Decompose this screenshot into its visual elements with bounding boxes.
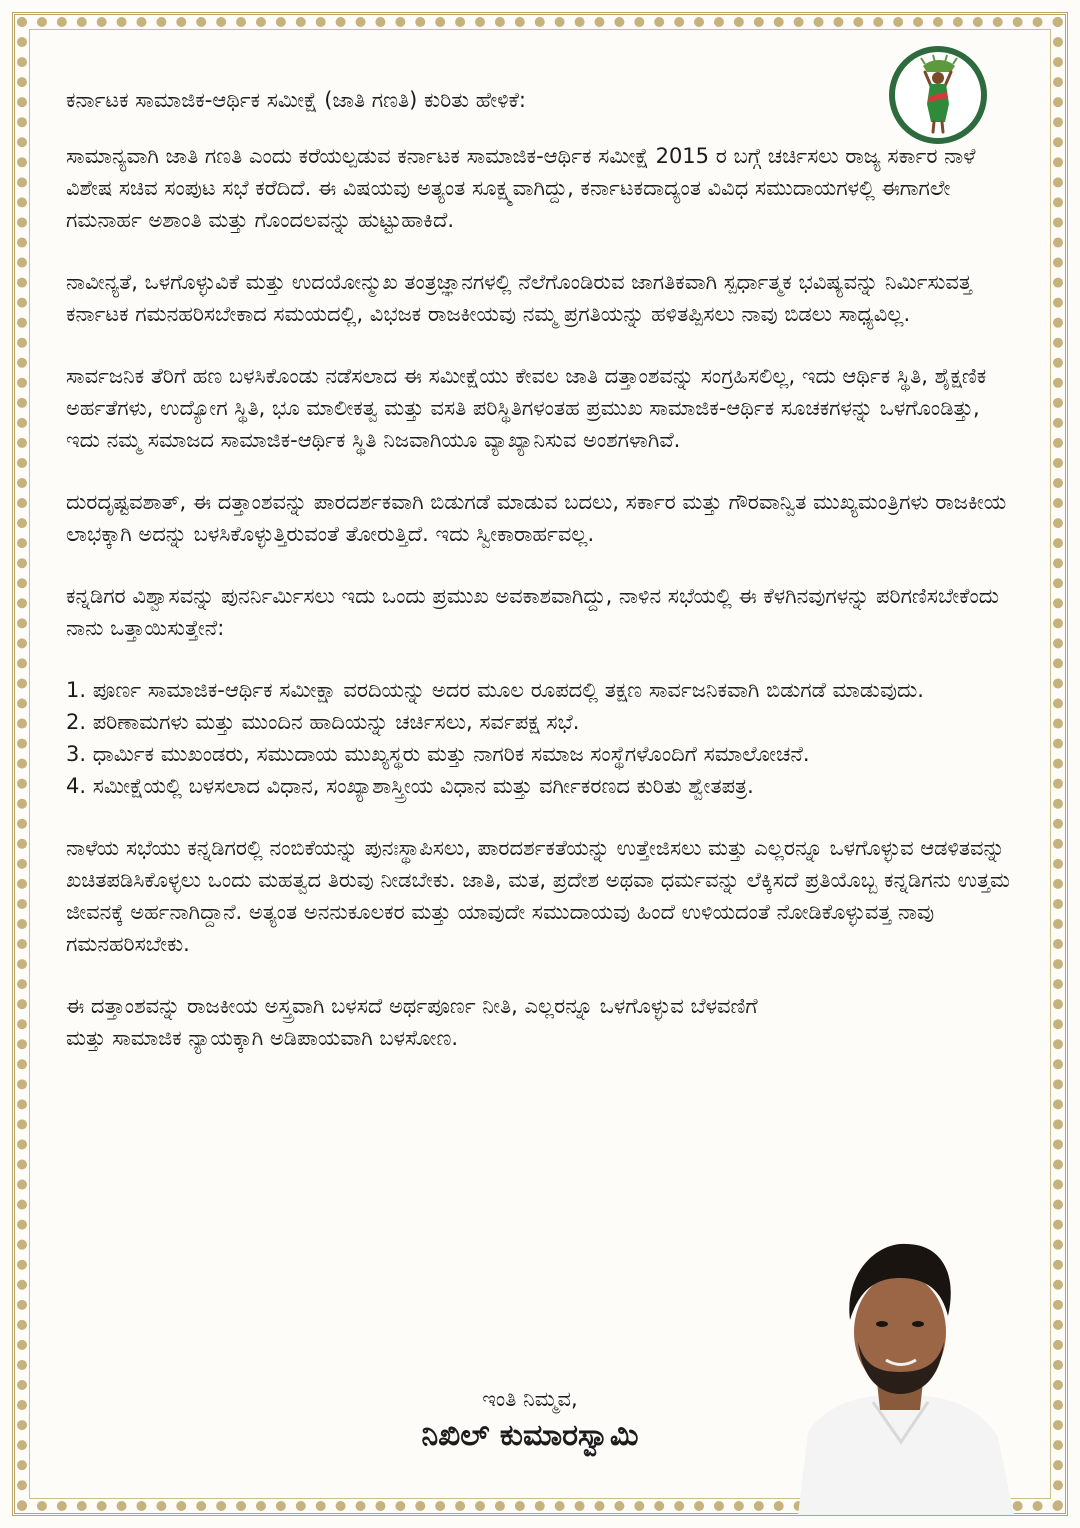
paragraph-4: ದುರದೃಷ್ಟವಶಾತ್, ಈ ದತ್ತಾಂಶವನ್ನು ಪಾರದರ್ಶಕವಾಗಿ ಬಿಡುಗಡೆ ಮಾಡುವ ಬದಲು, ಸರ್ಕಾರ ಮತ್ತು ಗೌರವಾನ್ವಿತ ಮುಖ್ಯಮಂತ್ರಿಗಳು ರಾಜಕೀಯ ಲಾಭಕ್ಕಾಗಿ ಅದನ್ನು ಬಳಸಿಕೊಳ್ಳುತ್ತಿರುವಂತೆ ತೋರುತ್ತಿದೆ. ಇದು ಸ್ವೀಕಾರಾರ್ಹವಲ್ಲ.: [66, 490, 1007, 546]
regards-line: ಇಂತಿ ನಿಮ್ಮವ,: [482, 1387, 578, 1411]
sign-off: [300, 1384, 760, 1456]
paragraph-3: ಸಾರ್ವಜನಿಕ ತೆರಿಗೆ ಹಣ ಬಳಸಿಕೊಂಡು ನಡೆಸಲಾದ ಈ ಸಮೀಕ್ಷೆಯು ಕೇವಲ ಜಾತಿ ದತ್ತಾಂಶವನ್ನು ಸಂಗ್ರಹಿಸಲಿಲ್ಲ, ಇದು ಆರ್ಥಿಕ ಸ್ಥಿತಿ, ಶೈಕ್ಷಣಿಕ ಅರ್ಹತೆಗಳು, ಉದ್ಯೋಗ ಸ್ಥಿತಿ, ಭೂ ಮಾಲೀಕತ್ವ ಮತ್ತು ವಸತಿ ಪರಿಸ್ಥಿತಿಗಳಂತಹ ಪ್ರಮುಖ ಸಾಮಾಜಿಕ-ಆರ್ಥಿಕ ಸೂಚಕಗಳನ್ನು ಒಳಗೊಂಡಿತ್ತು, ಇದು ನಮ್ಮ ಸಮಾಜದ ಸಾಮಾಜಿಕ-ಆರ್ಥಿಕ ಸ್ಥಿತಿ ನಿಜವಾಗಿಯೂ ವ್ಯಾಖ್ಯಾನಿಸುವ ಅಂಶಗಳಾಗಿವೆ.: [66, 364, 987, 452]
signature-name: ನಿಖಿಲ್ ಕುಮಾರಸ್ವಾಮಿ: [421, 1418, 639, 1453]
paragraph-6: ನಾಳೆಯ ಸಭೆಯು ಕನ್ನಡಿಗರಲ್ಲಿ ನಂಬಿಕೆಯನ್ನು ಪುನಃಸ್ಥಾಪಿಸಲು, ಪಾರದರ್ಶಕತೆಯನ್ನು ಉತ್ತೇಜಿಸಲು ಮತ್ತು ಎಲ್ಲರನ್ನೂ ಒಳಗೊಳ್ಳುವ ಆಡಳಿತವನ್ನು ಖಚಿತಪಡಿಸಿಕೊಳ್ಳಲು ಒಂದು ಮಹತ್ವದ ತಿರುವು ನೀಡಬೇಕು. ಜಾತಿ, ಮತ, ಪ್ರದೇಶ ಅಥವಾ ಧರ್ಮವನ್ನು ಲೆಕ್ಕಿಸದೆ ಪ್ರತಿಯೊಬ್ಬ ಕನ್ನಡಿಗನು ಉತ್ತಮ ಜೀವನಕ್ಕೆ ಅರ್ಹನಾಗಿದ್ದಾನೆ. ಅತ್ಯಂತ ಅನನುಕೂಲಕರ ಮತ್ತು ಯಾವುದೇ ಸಮುದಾಯವು ಹಿಂದೆ ಉಳಿಯದಂತೆ ನೋಡಿಕೊಳ್ಳುವತ್ತ ನಾವು ಗಮನಹರಿಸಬೇಕು.: [66, 836, 1010, 956]
person-portrait-icon: [788, 1232, 1014, 1515]
list-item: 4. ಸಮೀಕ್ಷೆಯಲ್ಲಿ ಬಳಸಲಾದ ವಿಧಾನ, ಸಂಖ್ಯಾಶಾಸ್ತ್ರೀಯ ವಿಧಾನ ಮತ್ತು ವರ್ಗೀಕರಣದ ಕುರಿತು ಶ್ವೇತಪತ್ರ.: [66, 774, 754, 798]
paragraph-5: ಕನ್ನಡಿಗರ ವಿಶ್ವಾಸವನ್ನು ಪುನರ್ನಿರ್ಮಿಸಲು ಇದು ಒಂದು ಪ್ರಮುಖ ಅವಕಾಶವಾಗಿದ್ದು, ನಾಳಿನ ಸಭೆಯಲ್ಲಿ ಈ ಕೆಳಗಿನವುಗಳನ್ನು ಪರಿಗಣಿಸಬೇಕೆಂದು ನಾನು ಒತ್ತಾಯಿಸುತ್ತೇನೆ:: [66, 584, 1000, 640]
paragraph-1: ಸಾಮಾನ್ಯವಾಗಿ ಜಾತಿ ಗಣತಿ ಎಂದು ಕರೆಯಲ್ಪಡುವ ಕರ್ನಾಟಕ ಸಾಮಾಜಿಕ-ಆರ್ಥಿಕ ಸಮೀಕ್ಷೆ 2015 ರ ಬಗ್ಗೆ ಚರ್ಚಿಸಲು ರಾಜ್ಯ ಸರ್ಕಾರ ನಾಳೆ ವಿಶೇಷ ಸಚಿವ ಸಂಪುಟ ಸಭೆ ಕರೆದಿದೆ. ಈ ವಿಷಯವು ಅತ್ಯಂತ ಸೂಕ್ಷ್ಮವಾಗಿದ್ದು, ಕರ್ನಾಟಕದಾದ್ಯಂತ ವಿವಿಧ ಸಮುದಾಯಗಳಲ್ಲಿ ಈಗಾಗಲೇ ಗಮನಾರ್ಹ ಅಶಾಂತಿ ಮತ್ತು ಗೊಂದಲವನ್ನು ಹುಟ್ಟುಹಾಕಿದೆ.: [66, 144, 976, 232]
demands-list: [66, 674, 1016, 802]
letter-body: [66, 84, 1016, 1084]
list-item: 1. ಪೂರ್ಣ ಸಾಮಾಜಿಕ-ಆರ್ಥಿಕ ಸಮೀಕ್ಷಾ ವರದಿಯನ್ನು ಅದರ ಮೂಲ ರೂಪದಲ್ಲಿ ತಕ್ಷಣ ಸಾರ್ವಜನಿಕವಾಗಿ ಬಿಡುಗಡೆ ಮಾಡುವುದು.: [66, 678, 924, 702]
paragraph-2: ನಾವೀನ್ಯತೆ, ಒಳಗೊಳ್ಳುವಿಕೆ ಮತ್ತು ಉದಯೋನ್ಮುಖ ತಂತ್ರಜ್ಞಾನಗಳಲ್ಲಿ ನೆಲೆಗೊಂಡಿರುವ ಜಾಗತಿಕವಾಗಿ ಸ್ಪರ್ಧಾತ್ಮಕ ಭವಿಷ್ಯವನ್ನು ನಿರ್ಮಿಸುವತ್ತ ಕರ್ನಾಟಕ ಗಮನಹರಿಸಬೇಕಾದ ಸಮಯದಲ್ಲಿ, ವಿಭಜಕ ರಾಜಕೀಯವು ನಮ್ಮ ಪ್ರಗತಿಯನ್ನು ಹಳಿತಪ್ಪಿಸಲು ನಾವು ಬಿಡಲು ಸಾಧ್ಯವಿಲ್ಲ.: [66, 270, 972, 326]
closing-paragraph: ಈ ದತ್ತಾಂಶವನ್ನು ರಾಜಕೀಯ ಅಸ್ತ್ರವಾಗಿ ಬಳಸದೆ ಅರ್ಥಪೂರ್ಣ ನೀತಿ, ಎಲ್ಲರನ್ನೂ ಒಳಗೊಳ್ಳುವ ಬೆಳವಣಿಗೆ ಮತ್ತು ಸಾಮಾಜಿಕ ನ್ಯಾಯಕ್ಕಾಗಿ ಅಡಿಪಾಯವಾಗಿ ಬಳಸೋಣ.: [66, 994, 758, 1050]
letter-heading: ಕರ್ನಾಟಕ ಸಾಮಾಜಿಕ-ಆರ್ಥಿಕ ಸಮೀಕ್ಷೆ (ಜಾತಿ ಗಣತಿ) ಕುರಿತು ಹೇಳಿಕೆ:: [66, 88, 526, 112]
portrait-photo: [788, 1232, 1014, 1515]
list-item: 2. ಪರಿಣಾಮಗಳು ಮತ್ತು ಮುಂದಿನ ಹಾದಿಯನ್ನು ಚರ್ಚಿಸಲು, ಸರ್ವಪಕ್ಷ ಸಭೆ.: [66, 710, 580, 734]
list-item: 3. ಧಾರ್ಮಿಕ ಮುಖಂಡರು, ಸಮುದಾಯ ಮುಖ್ಯಸ್ಥರು ಮತ್ತು ನಾಗರಿಕ ಸಮಾಜ ಸಂಸ್ಥೆಗಳೊಂದಿಗೆ ಸಮಾಲೋಚನೆ.: [66, 742, 810, 766]
